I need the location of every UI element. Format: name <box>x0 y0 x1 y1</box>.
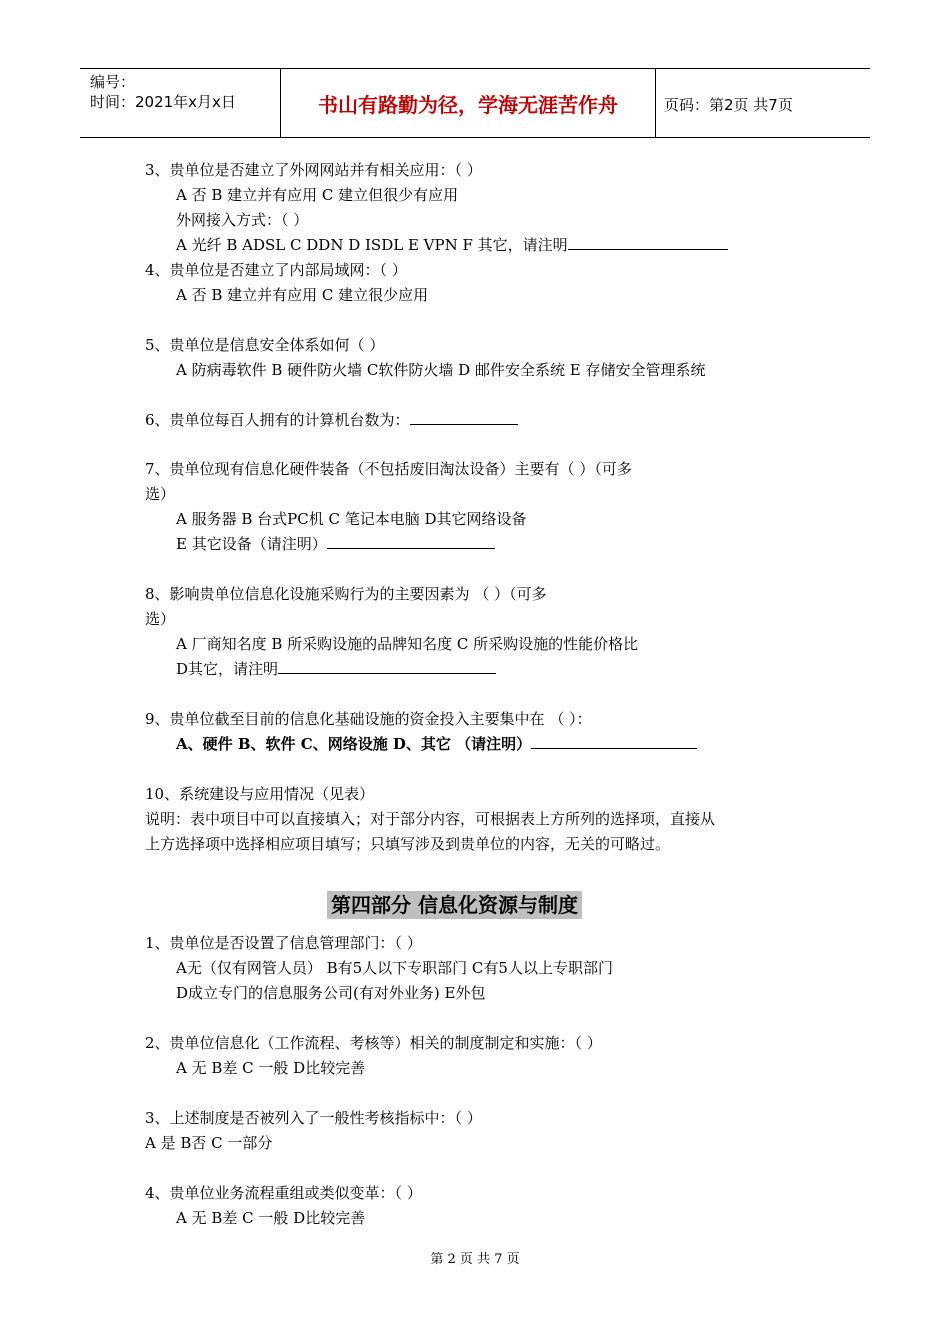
time-label: 时间：2021年x月x日 <box>90 93 236 111</box>
part4-question-3-options: A 是 B否 C 一部分 <box>145 1134 273 1152</box>
question-4-options: A 否 B 建立并有应用 C 建立很少应用 <box>176 286 429 304</box>
part4-question-3: 3、上述制度是否被列入了一般性考核指标中：（ ） <box>145 1109 482 1127</box>
header-meta <box>80 69 280 137</box>
fill-blank[interactable] <box>278 659 496 674</box>
question-7-options: A 服务器 B 台式PC机 C 笔记本电脑 D其它网络设备 <box>176 510 527 528</box>
section-heading: 第四部分 信息化资源与制度 <box>327 891 582 919</box>
question-4: 4、贵单位是否建立了内部局域网：（ ） <box>145 261 407 279</box>
question-8-options: A 厂商知名度 B 所采购设施的品牌知名度 C 所采购设施的性能价格比 <box>176 635 639 653</box>
question-8-options-2: D其它，请注明 <box>176 659 496 679</box>
question-10-note-1: 说明：表中项目中可以直接填入；对于部分内容，可根据表上方所列的选择项，直接从 <box>145 810 716 828</box>
question-6: 6、贵单位每百人拥有的计算机台数为： <box>145 410 518 430</box>
question-5-options: A 防病毒软件 B 硬件防火墙 C软件防火墙 D 邮件安全系统 E 存储安全管理系统 <box>176 361 706 379</box>
question-10-note-2: 上方选择项中选择相应项目填写；只填写涉及到贵单位的内容，无关的可略过。 <box>145 835 671 853</box>
page-header <box>80 68 870 138</box>
question-7-cont: 选） <box>145 485 176 503</box>
question-8-cont: 选） <box>145 610 176 628</box>
part4-question-1-options: A无（仅有网管人员） B有5人以下专职部门 C有5人以上专职部门 <box>176 959 613 977</box>
number-label: 编号： <box>90 73 136 91</box>
question-3-access: 外网接入方式：（ ） <box>176 211 309 229</box>
page-number-label: 页码：第2页 共7页 <box>664 96 793 114</box>
part4-question-1-options-2: D成立专门的信息服务公司(有对外业务) E外包 <box>176 984 486 1002</box>
question-7-options-2: E 其它设备（请注明） <box>176 534 495 554</box>
question-9: 9、贵单位截至目前的信息化基础设施的资金投入主要集中在 （ ）： <box>145 710 592 728</box>
question-9-options: A、硬件 B、软件 C、网络设施 D、其它 （请注明） <box>176 734 697 754</box>
part4-question-4: 4、贵单位业务流程重组或类似变革：（ ） <box>145 1184 422 1202</box>
page-footer: 第 2 页 共 7 页 <box>430 1252 520 1267</box>
fill-blank[interactable] <box>531 734 697 749</box>
fill-blank[interactable] <box>327 534 495 549</box>
question-8: 8、影响贵单位信息化设施采购行为的主要因素为 （ ）（可多 <box>145 585 547 603</box>
part4-question-2: 2、贵单位信息化（工作流程、考核等）相关的制度制定和实施：（ ） <box>145 1034 602 1052</box>
part4-question-4-options: A 无 B差 C 一般 D比较完善 <box>176 1209 366 1227</box>
fill-blank[interactable] <box>568 235 728 250</box>
question-3-access-options: A 光纤 B ADSL C DDN D ISDL E VPN F 其它，请注明 <box>176 235 728 255</box>
question-10: 10、系统建设与应用情况（见表） <box>145 785 375 803</box>
header-motto: 书山有路勤为径，学海无涯苦作舟 <box>280 69 656 137</box>
question-5: 5、贵单位是信息安全体系如何（ ） <box>145 336 385 354</box>
question-3-options: A 否 B 建立并有应用 C 建立但很少有应用 <box>176 186 459 204</box>
part4-question-1: 1、贵单位是否设置了信息管理部门：（ ） <box>145 934 422 952</box>
question-3: 3、贵单位是否建立了外网网站并有相关应用：（ ） <box>145 161 482 179</box>
fill-blank[interactable] <box>410 410 518 425</box>
question-7: 7、贵单位现有信息化硬件装备（不包括废旧淘汰设备）主要有（ ）（可多 <box>145 460 632 478</box>
part4-question-2-options: A 无 B差 C 一般 D比较完善 <box>176 1059 366 1077</box>
